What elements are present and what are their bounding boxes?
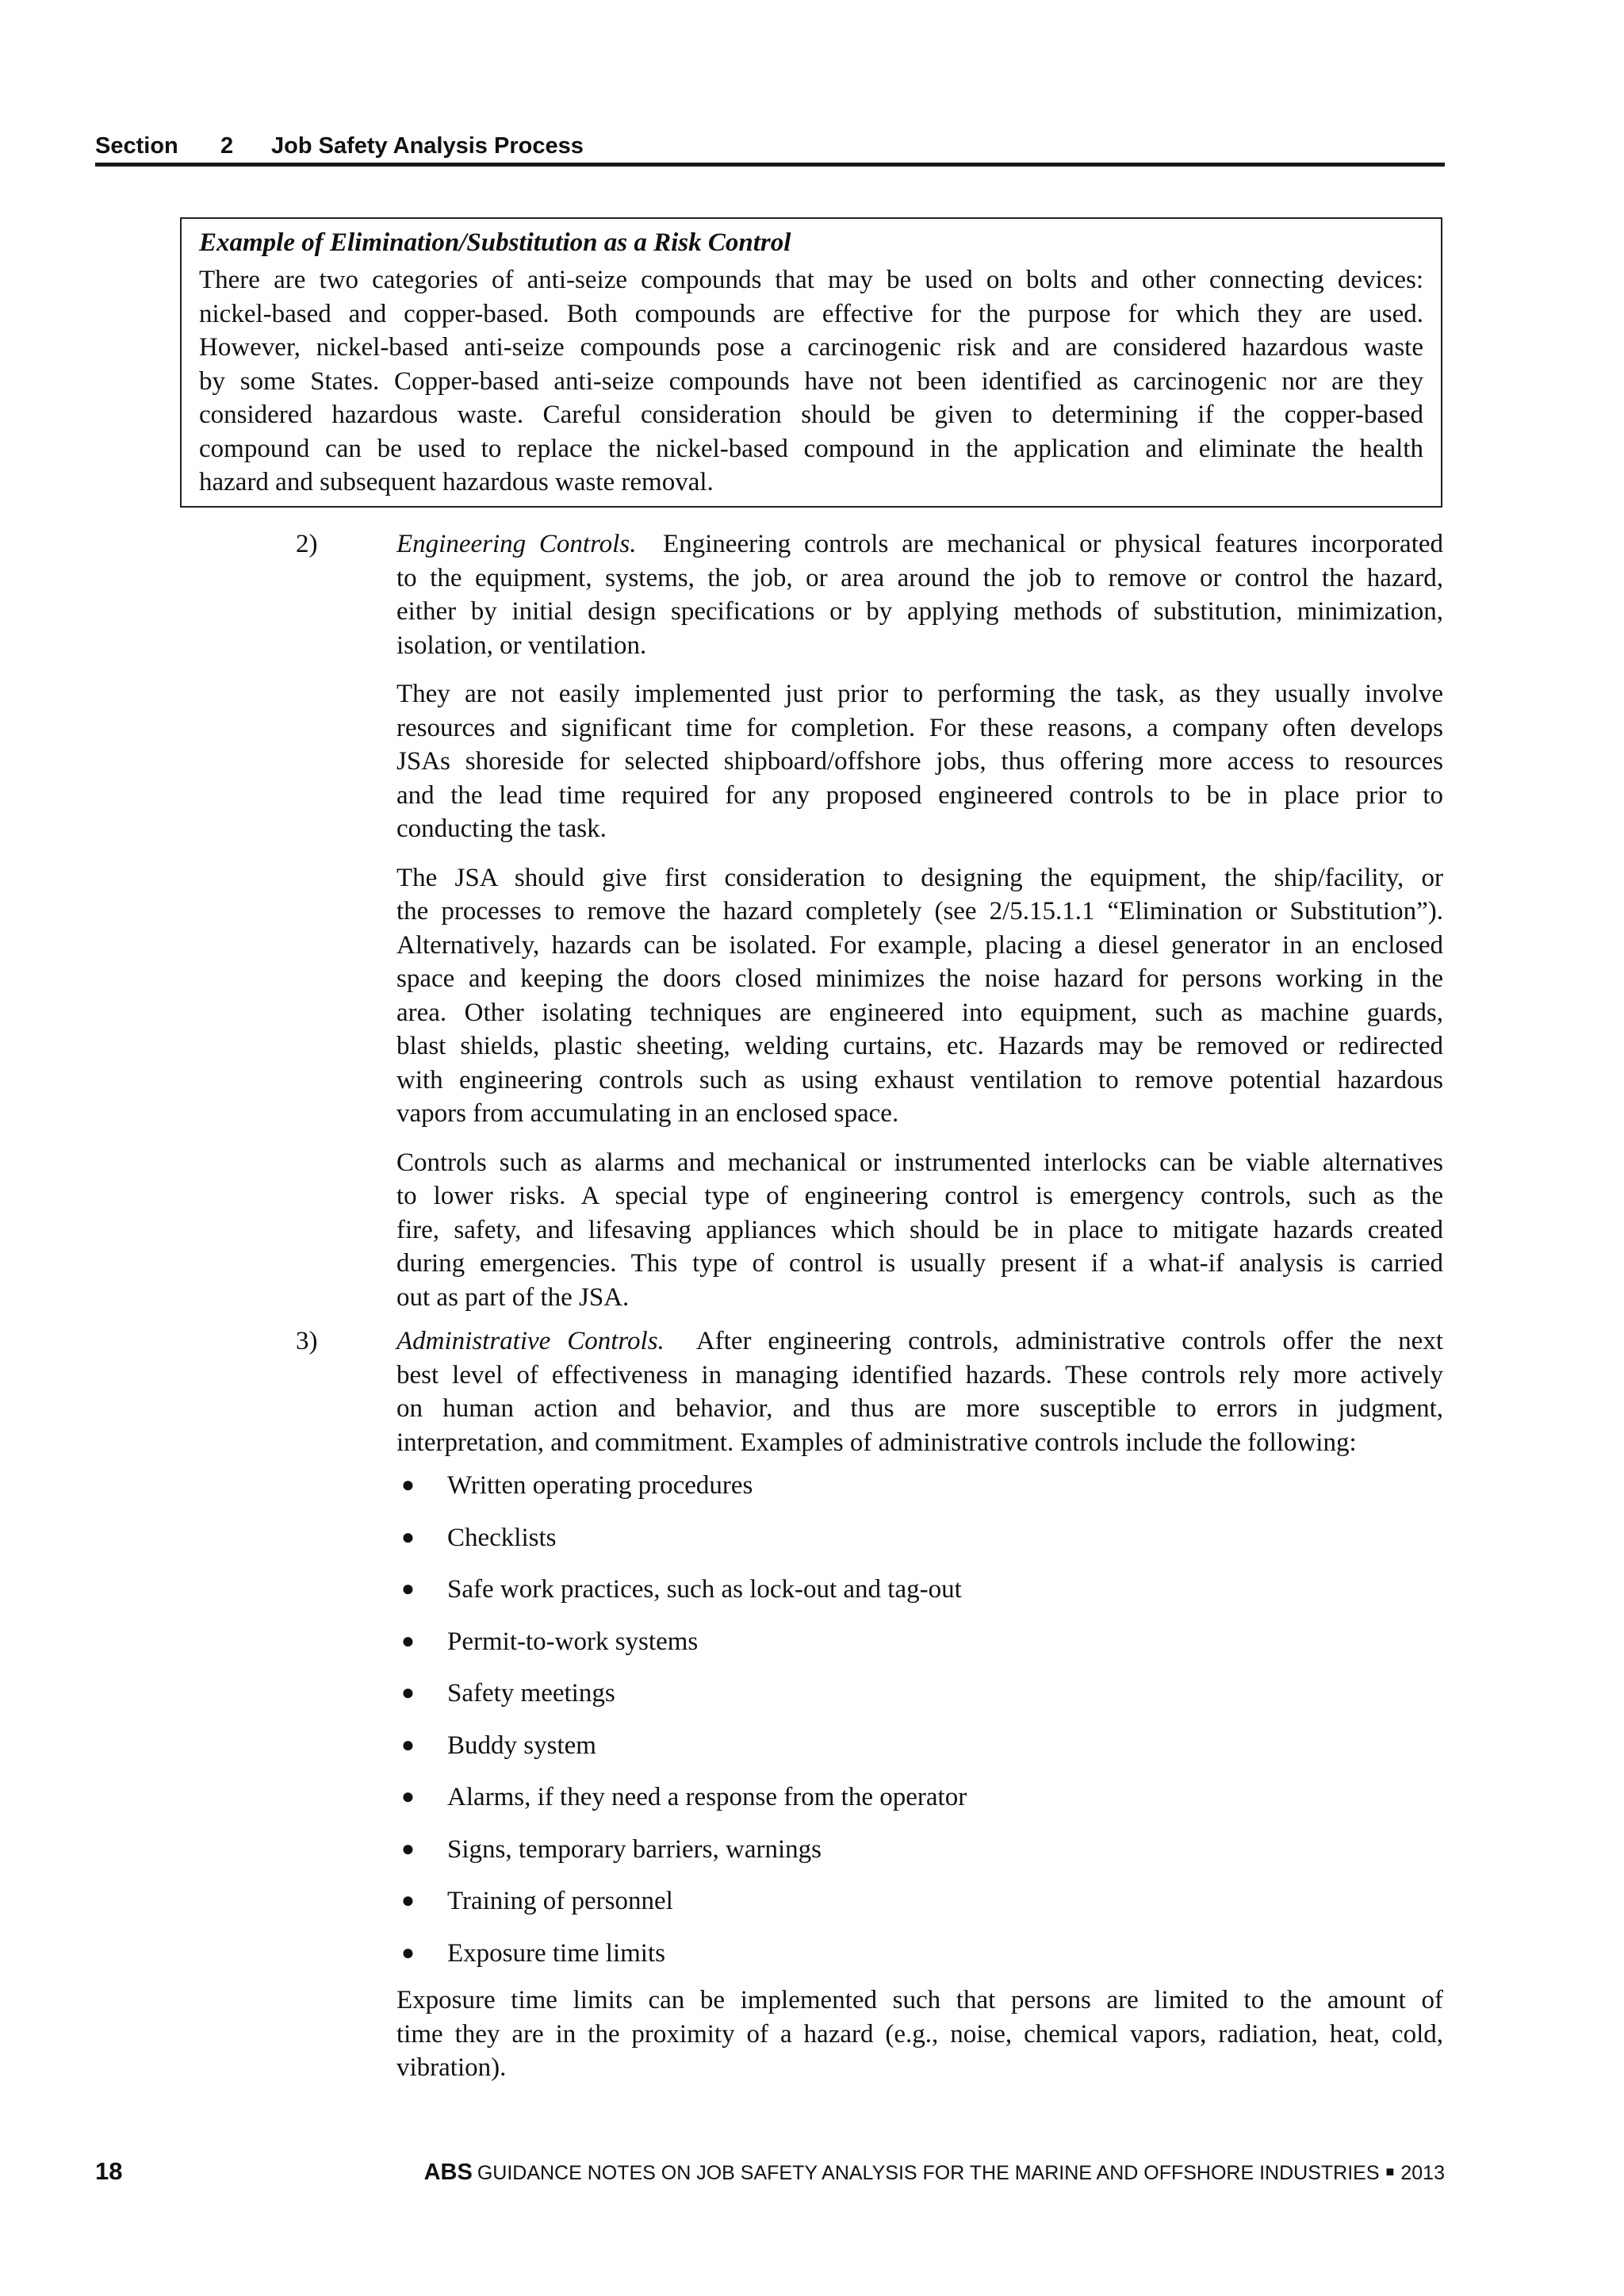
bullet-text: Safety meetings	[447, 1679, 615, 1708]
runin-heading: Administrative Controls.	[396, 1327, 665, 1355]
paragraph-line: They are not easily implemented just prior to performing the task, as they usually involve	[396, 680, 1443, 708]
bullet-text: Buddy system	[447, 1731, 596, 1760]
bullet-icon: ●	[401, 1784, 415, 1809]
paragraph-line: out as part of the JSA.	[396, 1282, 630, 1312]
bullet-icon: ●	[401, 1888, 415, 1913]
header-section-number: 2	[220, 133, 234, 159]
paragraph-line: the processes to remove the hazard completely (see 2/5.15.1.1 “Elimination or Substitution”).	[396, 897, 1443, 926]
separator-icon: ■	[1385, 2164, 1395, 2179]
list-item	[396, 1469, 1443, 1521]
paragraph	[396, 1984, 1443, 2085]
paragraph-line: with engineering controls such as using exhaust ventilation to remove potential hazardous	[396, 1065, 1443, 1094]
runin-heading: Engineering Controls.	[396, 530, 637, 558]
paragraph-line: blast shields, plastic sheeting, welding curtains, etc. Hazards may be removed or redirected	[396, 1032, 1443, 1060]
bullet-icon: ●	[401, 1577, 415, 1601]
paragraph-line: isolation, or ventilation.	[396, 631, 647, 660]
bullet-icon: ●	[401, 1628, 415, 1654]
paragraph	[396, 1146, 1443, 1315]
bullet-text: Permit-to-work systems	[447, 1627, 699, 1656]
bullet-text: Checklists	[447, 1523, 557, 1552]
bullet-icon: ●	[401, 1473, 415, 1497]
footer-title	[424, 2160, 1445, 2186]
org-logo-text: ABS	[423, 2160, 473, 2185]
page-number: 18	[95, 2157, 123, 2185]
paragraph-line: during emergencies. This type of control is usually present if a what-if analysis is carried	[396, 1249, 1443, 1278]
bullet-icon: ●	[401, 1732, 415, 1757]
administrative-controls-list	[396, 1469, 1443, 1988]
paragraph-line: resources and significant time for completion. For these reasons, a company often develops	[396, 713, 1443, 742]
paragraph-line: Exposure time limits can be implemented such that persons are limited to the amount of	[396, 1986, 1443, 2014]
bullet-text: Written operating procedures	[447, 1471, 753, 1500]
paragraph-line: JSAs shoreside for selected shipboard/offshore jobs, thus offering more access to resources	[396, 747, 1443, 776]
list-item	[396, 1573, 1443, 1625]
paragraph-line: time they are in the proximity of a hazard (e.g., noise, chemical vapors, radiation, heat, cold,	[396, 2019, 1443, 2049]
bullet-text: Signs, temporary barriers, warnings	[447, 1834, 822, 1864]
header-section-label: Section	[95, 133, 178, 159]
list-item	[396, 1625, 1443, 1677]
bullet-icon: ●	[401, 1940, 415, 1965]
example-body	[199, 263, 1423, 500]
item-number: 3)	[296, 1327, 318, 1355]
paragraph	[396, 677, 1443, 846]
bullet-icon: ●	[401, 1524, 415, 1550]
paragraph-line: area. Other isolating techniques are engineered into equipment, such as machine guards,	[396, 998, 1443, 1027]
paragraph-line: either by initial design specifications or by applying methods of substitution, minimization,	[396, 597, 1443, 626]
example-title: Example of Elimination/Substitution as a Risk Control	[199, 228, 791, 257]
paragraph-line: After engineering controls, administrative controls offer the next	[695, 1327, 1443, 1355]
paragraph-line: space and keeping the doors closed minimizes the noise hazard for persons working in the	[396, 964, 1443, 993]
example-callout-box	[180, 217, 1442, 508]
running-footer	[0, 2157, 1624, 2189]
paragraph-line: best level of effectiveness in managing identified hazards. These controls rely more actively	[396, 1360, 1443, 1389]
paragraph-first-line	[396, 527, 1443, 562]
document-title: GUIDANCE NOTES ON JOB SAFETY ANALYSIS FOR THE MARINE AND OFFSHORE INDUSTRIES	[477, 2162, 1380, 2184]
list-item	[396, 1729, 1443, 1781]
list-item	[396, 1937, 1443, 1989]
bullet-text: Training of personnel	[447, 1887, 673, 1915]
list-item	[396, 1833, 1443, 1885]
list-item	[396, 1677, 1443, 1729]
paragraph-line: Alternatively, hazards can be isolated. For example, placing a diesel generator in an enclosed	[396, 930, 1443, 960]
paragraph-line: The JSA should give first consideration to designing the equipment, the ship/facility, or	[396, 863, 1443, 892]
item-body	[396, 1324, 1443, 2100]
paragraph-line: Engineering controls are mechanical or physical features incorporated	[662, 530, 1444, 558]
paragraph	[396, 1324, 1443, 1459]
example-line: hazard and subsequent hazardous waste removal.	[199, 468, 714, 496]
bullet-text: Safe work practices, such as lock-out and tag-out	[447, 1575, 962, 1604]
example-line: considered hazardous waste. Careful consideration should be given to determining if the copper-based	[199, 401, 1423, 429]
paragraph-line: fire, safety, and lifesaving appliances which should be in place to mitigate hazards created	[396, 1215, 1443, 1244]
running-header	[95, 133, 1445, 167]
bullet-icon: ●	[401, 1836, 415, 1861]
paragraph-first-line	[396, 1324, 1443, 1359]
example-line: nickel-based and copper-based. Both compounds are effective for the purpose for which they are used.	[199, 299, 1423, 328]
paragraph-line: Controls such as alarms and mechanical or instrumented interlocks can be viable alternatives	[396, 1148, 1443, 1177]
bullet-text: Alarms, if they need a response from the operator	[447, 1783, 967, 1811]
item-body	[396, 527, 1443, 1329]
paragraph-line: vibration).	[396, 2053, 507, 2082]
example-line: compound can be used to replace the nickel-based compound in the application and eliminate the health	[199, 434, 1423, 463]
paragraph-line: interpretation, and commitment. Examples of administrative controls include the following:	[396, 1428, 1357, 1457]
header-section-title: Job Safety Analysis Process	[271, 133, 584, 159]
paragraph	[396, 527, 1443, 662]
paragraph-line: and the lead time required for any proposed engineered controls to be in place prior to	[396, 780, 1443, 810]
paragraph-line: vapors from accumulating in an enclosed space.	[396, 1099, 899, 1128]
paragraph-line: to lower risks. A special type of engineering control is emergency controls, such as the	[396, 1182, 1443, 1210]
example-line: However, nickel-based anti-seize compounds pose a carcinogenic risk and are considered hazardous waste	[199, 333, 1423, 362]
example-line: by some States. Copper-based anti-seize compounds have not been identified as carcinogenic nor are they	[199, 366, 1423, 396]
bullet-text: Exposure time limits	[447, 1938, 665, 1968]
publication-year: 2013	[1400, 2162, 1445, 2184]
paragraph	[396, 861, 1443, 1131]
paragraph-line: conducting the task.	[396, 815, 607, 843]
list-item	[396, 1884, 1443, 1937]
example-line: There are two categories of anti-seize compounds that may be used on bolts and other connecting devices:	[199, 266, 1423, 294]
list-item	[396, 1521, 1443, 1573]
paragraph-line: to the equipment, systems, the job, or area around the job to remove or control the hazard,	[396, 563, 1443, 592]
item-number: 2)	[296, 530, 318, 558]
paragraph-line: on human action and behavior, and thus are more susceptible to errors in judgment,	[396, 1394, 1443, 1423]
bullet-icon: ●	[401, 1681, 415, 1705]
list-item	[396, 1780, 1443, 1833]
